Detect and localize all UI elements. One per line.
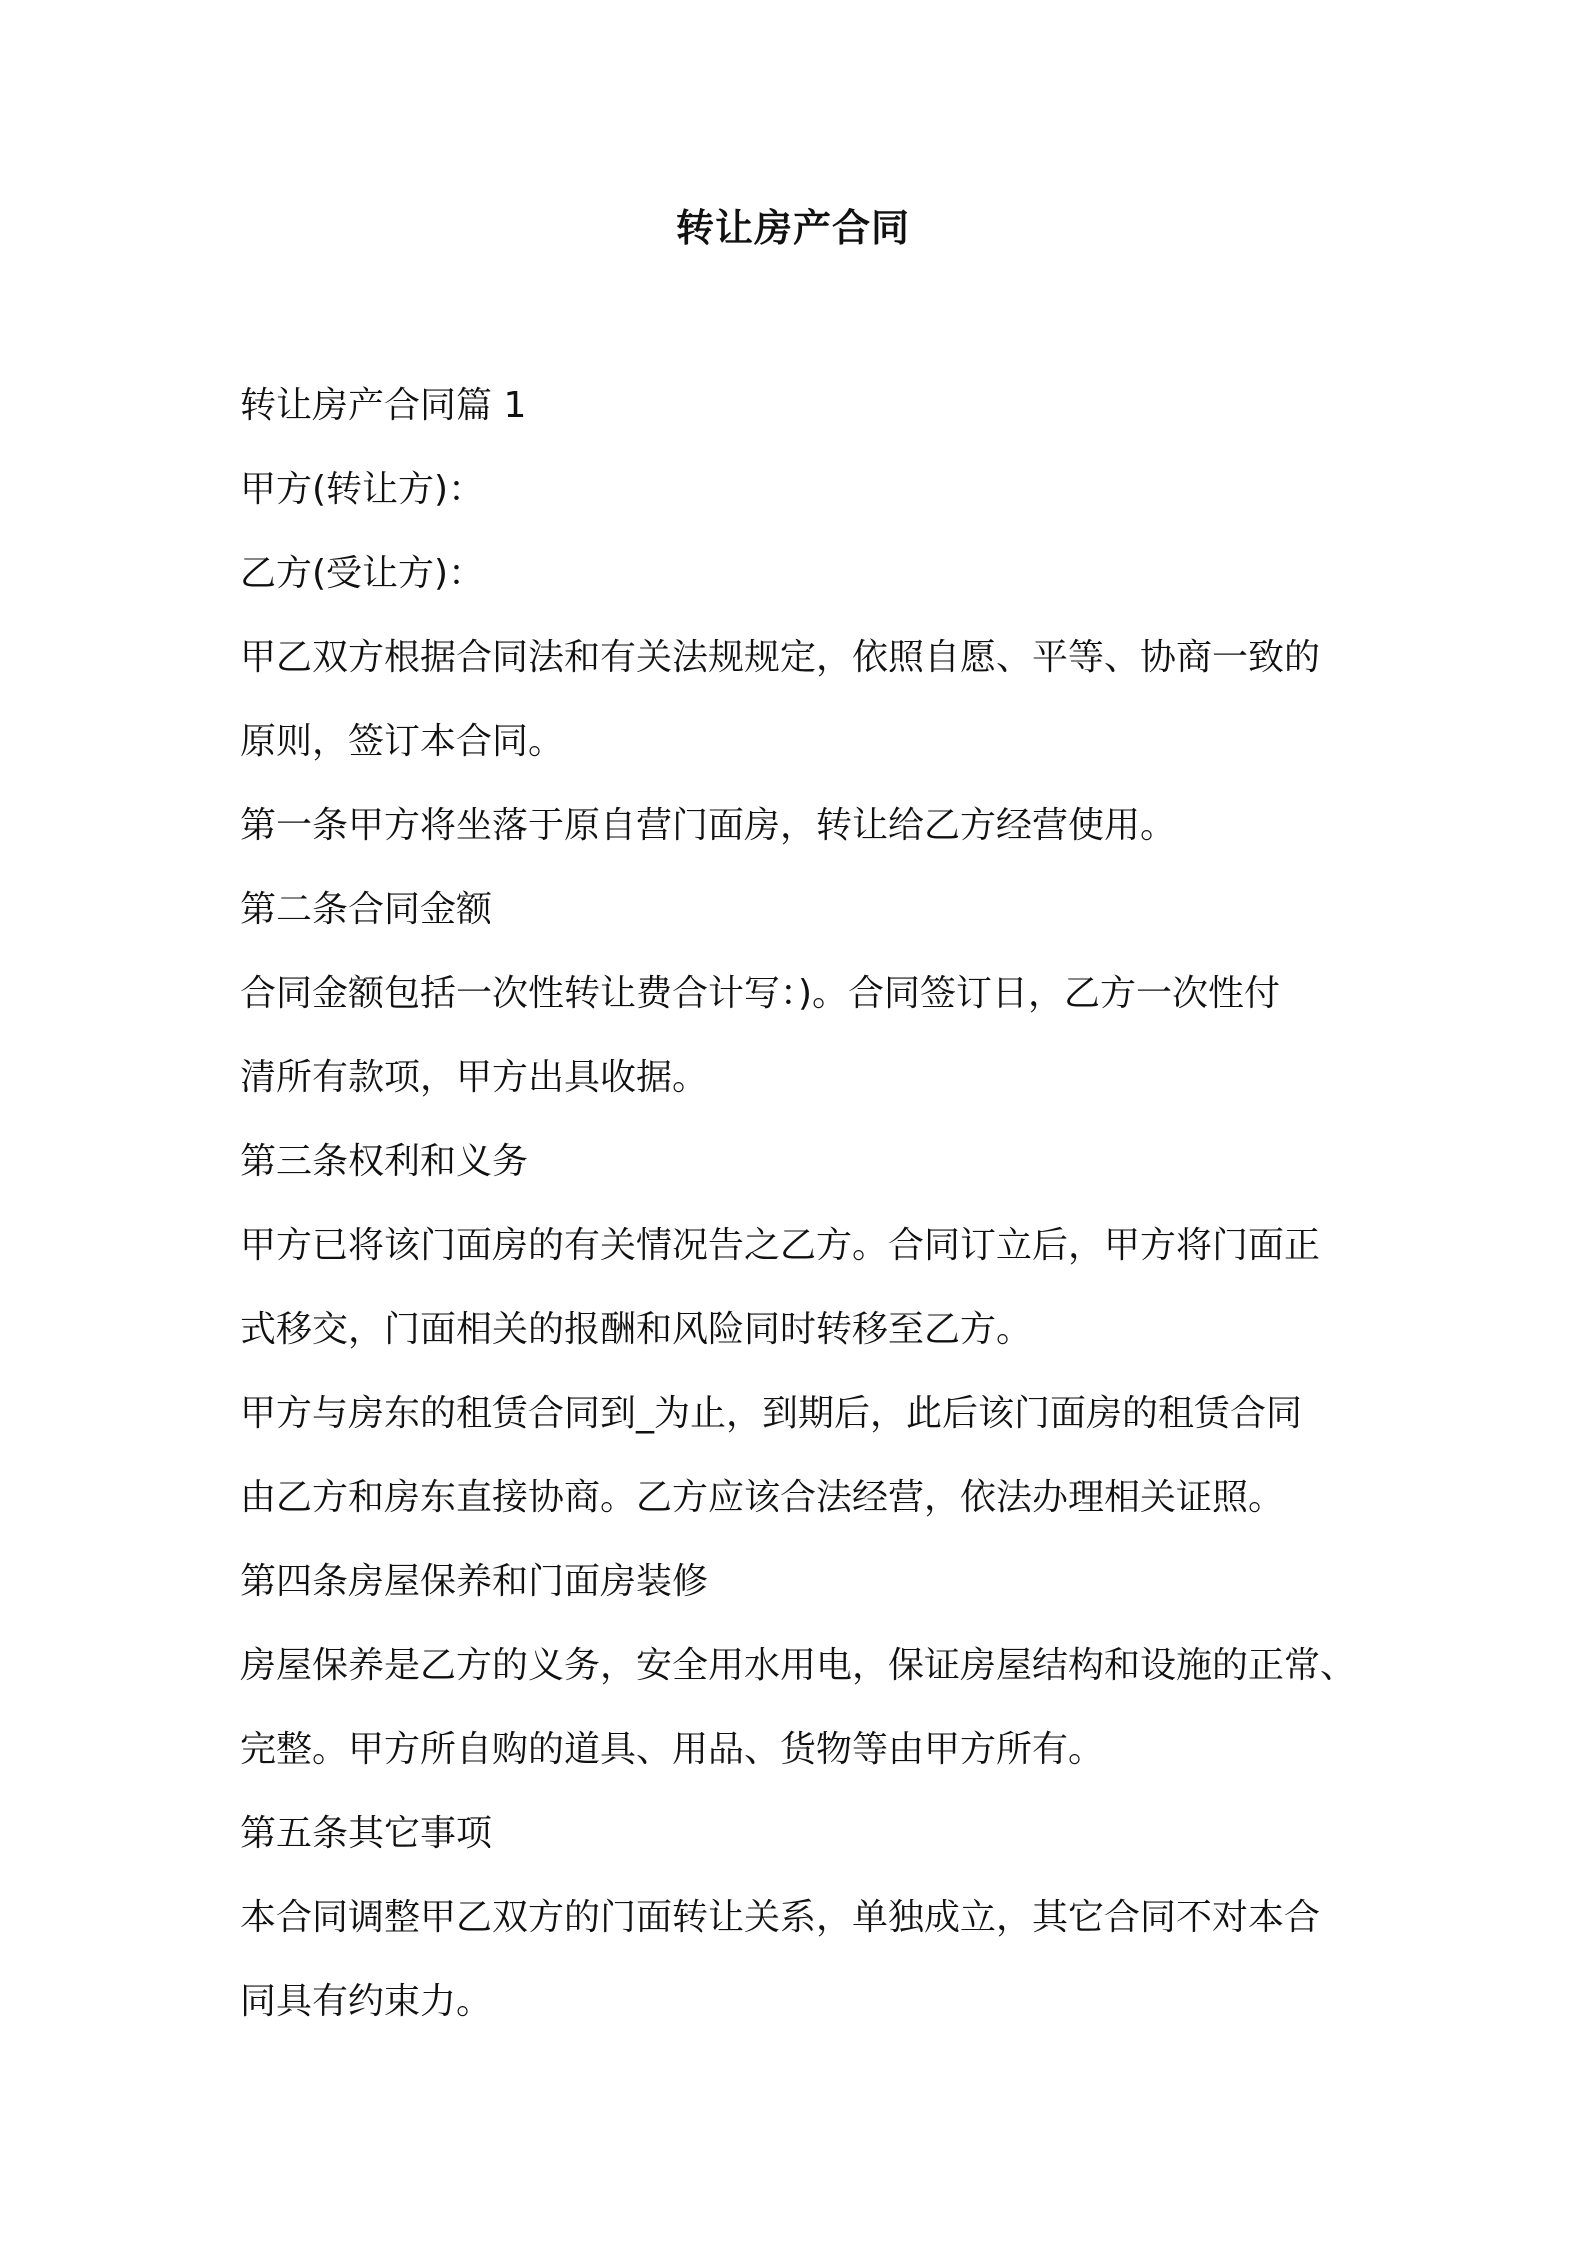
body-line: 甲方(转让方)： <box>240 469 485 510</box>
body-line: 房屋保养是乙方的义务，安全用水用电，保证房屋结构和设施的正常、 <box>240 1645 1357 1686</box>
body-line: 合同金额包括一次性转让费合计写：)。合同签订日，乙方一次性付 <box>240 973 1281 1014</box>
body-line: 乙方(受让方)： <box>240 553 485 594</box>
body-line: 清所有款项，甲方出具收据。 <box>240 1057 709 1098</box>
document-body <box>240 364 1360 2044</box>
body-line: 第一条甲方将坐落于原自营门面房，转让给乙方经营使用。 <box>240 805 1177 846</box>
body-line: 第二条合同金额 <box>240 889 493 930</box>
body-line: 同具有约束力。 <box>240 1981 493 2022</box>
body-line: 第五条其它事项 <box>240 1813 493 1854</box>
body-line: 第四条房屋保养和门面房装修 <box>240 1561 709 1602</box>
body-line: 甲方与房东的租赁合同到_为止，到期后，此后该门面房的租赁合同 <box>240 1393 1303 1434</box>
body-line: 由乙方和房东直接协商。乙方应该合法经营，依法办理相关证照。 <box>240 1477 1285 1518</box>
body-line: 完整。甲方所自购的道具、用品、货物等由甲方所有。 <box>240 1729 1105 1770</box>
body-line: 本合同调整甲乙双方的门面转让关系，单独成立，其它合同不对本合 <box>240 1897 1321 1938</box>
body-line: 甲方已将该门面房的有关情况告之乙方。合同订立后，甲方将门面正 <box>240 1225 1321 1266</box>
document-title: 转让房产合同 <box>675 206 910 250</box>
body-line: 原则，签订本合同。 <box>240 721 565 762</box>
body-line: 转让房产合同篇 1 <box>240 385 527 426</box>
body-line: 式移交，门面相关的报酬和风险同时转移至乙方。 <box>240 1309 1033 1350</box>
body-line: 第三条权利和义务 <box>240 1141 529 1182</box>
body-line: 甲乙双方根据合同法和有关法规规定，依照自愿、平等、协商一致的 <box>240 637 1321 678</box>
